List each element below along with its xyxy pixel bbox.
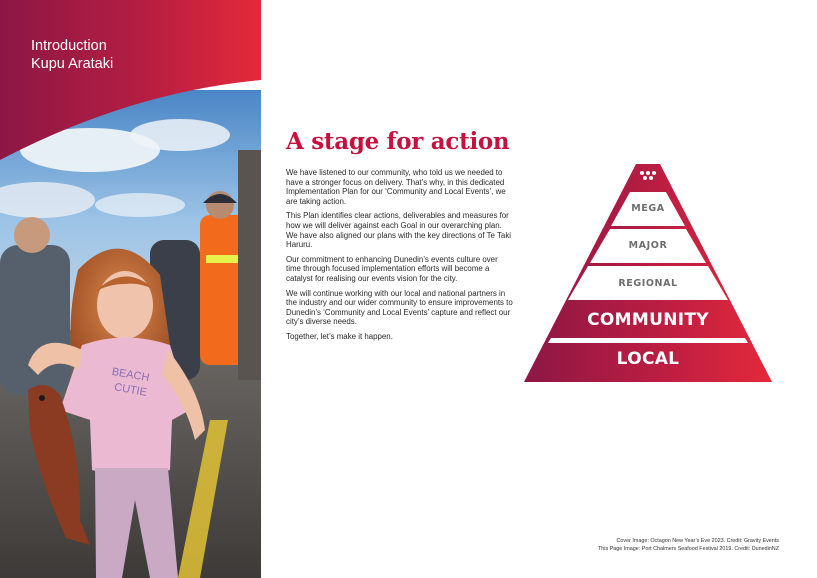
fish-eye xyxy=(39,395,45,401)
tier-label-regional: REGIONAL xyxy=(618,278,678,289)
cover-image-credit: Cover Image: Octagon New Year’s Eve 2023. Credit: Gravity Events xyxy=(616,538,779,544)
tier-label-mega: MEGA xyxy=(631,203,665,214)
festival-photo xyxy=(0,0,261,578)
pyramid-tip-dot xyxy=(643,176,647,180)
section-title-maori: Kupu Arataki xyxy=(31,56,114,72)
paragraph: Together, let’s make it happen. xyxy=(286,331,393,341)
section-label xyxy=(31,37,113,73)
cloud xyxy=(130,119,230,151)
crowd-person xyxy=(0,245,70,395)
page-image-credit: This Page Image: Port Chalmers Seafood Festival 2019. Credit: DunedinNZ xyxy=(598,546,779,552)
pyramid-tip-dot xyxy=(652,171,656,175)
tier-label-major: MAJOR xyxy=(628,240,668,251)
paragraph: Our commitment to enhancing Dunedin’s events culture over time through focused implementation efforts will become a catalyst for realising our events vision for the city. xyxy=(286,254,498,283)
shirt-print-line1: BEACH xyxy=(110,365,151,385)
pyramid-tip-dot xyxy=(640,171,644,175)
cover-photo-panel xyxy=(0,0,261,578)
pyramid-tip-dot xyxy=(646,171,650,175)
cloud xyxy=(95,193,185,217)
shirt-print-line2: CUTIE xyxy=(113,381,148,399)
tier-label-community: COMMUNITY xyxy=(587,310,709,330)
body-text xyxy=(286,168,514,347)
pyramid-tip-dot xyxy=(649,176,653,180)
image-credits xyxy=(598,537,779,553)
crowd-person-head xyxy=(14,217,50,253)
paragraph: This Plan identifies clear actions, deliverables and measures for how we will deliver against each Goal in our overarching plan. We have also aligned our plans with the key directions of Te Taki Haruru. xyxy=(286,211,512,250)
paragraph: We will continue working with our local and national partners in the industry and our wider community to ensure improvements to Dunedin’s ‘Community and Local Events’ capture and reflect our city’s diverse needs. xyxy=(286,288,513,327)
tier-divider xyxy=(548,338,748,343)
tier-label-local: LOCAL xyxy=(616,349,680,369)
page-heading: A stage for action xyxy=(286,128,510,155)
paragraph: We have listened to our community, who told us we needed to have a stronger focus on delivery. That’s why, in this dedicated Implementation Plan for our ‘Community and Local Events’, we are taking action. xyxy=(286,168,506,206)
section-title-english: Introduction xyxy=(31,38,107,54)
building-edge xyxy=(238,150,261,380)
